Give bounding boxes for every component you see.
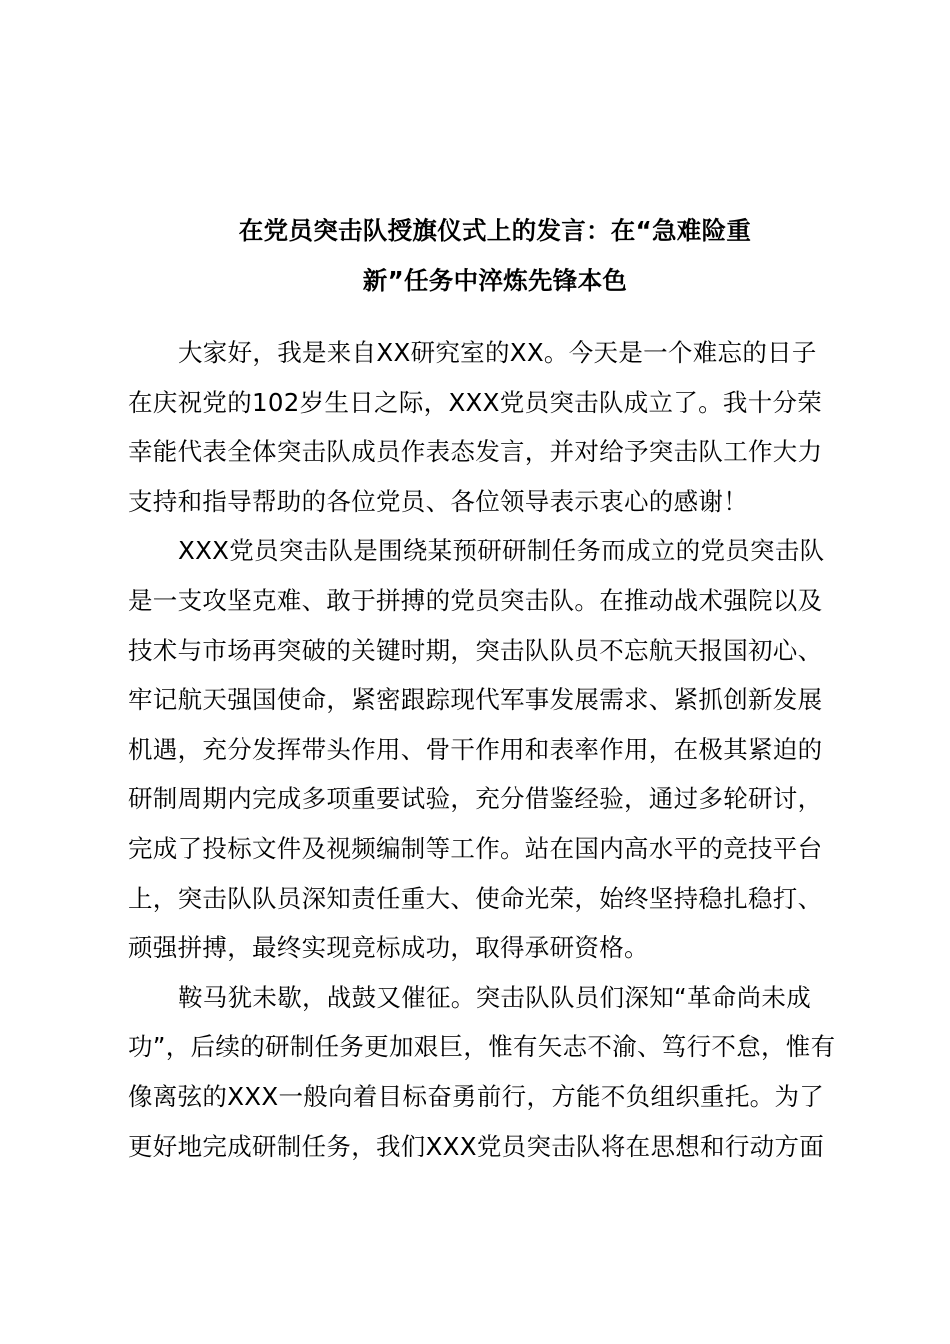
body-line: 上，突击队队员深知责任重大、使命光荣，始终坚持稳扎稳打、 bbox=[128, 883, 823, 913]
body-line: 幸能代表全体突击队成员作表态发言，并对给予突击队工作大力 bbox=[128, 437, 823, 467]
body-line: 是一支攻坚克难、敢于拼搏的党员突击队。在推动战术强院以及 bbox=[128, 585, 823, 615]
body-line: 在庆祝党的102岁生日之际，XXX党员突击队成立了。我十分荣 bbox=[128, 387, 823, 417]
body-line: 机遇，充分发挥带头作用、骨干作用和表率作用，在极其紧迫的 bbox=[128, 734, 823, 764]
title-line: 在党员突击队授旗仪式上的发言：在“急难险重 bbox=[238, 216, 752, 245]
body-line: 技术与市场再突破的关键时期，突击队队员不忘航天报国初心、 bbox=[128, 635, 823, 665]
body-line: XXX党员突击队是围绕某预研研制任务而成立的党员突击队 bbox=[178, 536, 825, 566]
body-line: 鞍马犹未歇，战鼓又催征。突击队队员们深知“革命尚未成 bbox=[178, 982, 811, 1012]
body-line: 顽强拼搏，最终实现竞标成功，取得承研资格。 bbox=[128, 933, 649, 963]
document-body bbox=[128, 328, 848, 1171]
body-line: 大家好，我是来自XX研究室的XX。今天是一个难忘的日子 bbox=[178, 338, 817, 367]
body-line: 完成了投标文件及视频编制等工作。站在国内高水平的竞技平台 bbox=[128, 833, 823, 863]
body-line: 牢记航天强国使命，紧密跟踪现代军事发展需求、紧抓创新发展 bbox=[128, 685, 823, 715]
body-line: 支持和指导帮助的各位党员、各位领导表示衷心的感谢！ bbox=[128, 486, 748, 516]
body-line: 更好地完成研制任务，我们XXX党员突击队将在思想和行动方面 bbox=[128, 1131, 825, 1161]
document-title bbox=[120, 206, 870, 305]
title-line: 新”任务中淬炼先锋本色 bbox=[362, 265, 628, 295]
body-line: 研制周期内完成多项重要试验，充分借鉴经验，通过多轮研讨， bbox=[128, 784, 823, 814]
body-line: 功”，后续的研制任务更加艰巨，惟有矢志不渝、笃行不怠，惟有 bbox=[128, 1032, 836, 1062]
body-line: 像离弦的XXX一般向着目标奋勇前行，方能不负组织重托。为了 bbox=[128, 1081, 825, 1111]
